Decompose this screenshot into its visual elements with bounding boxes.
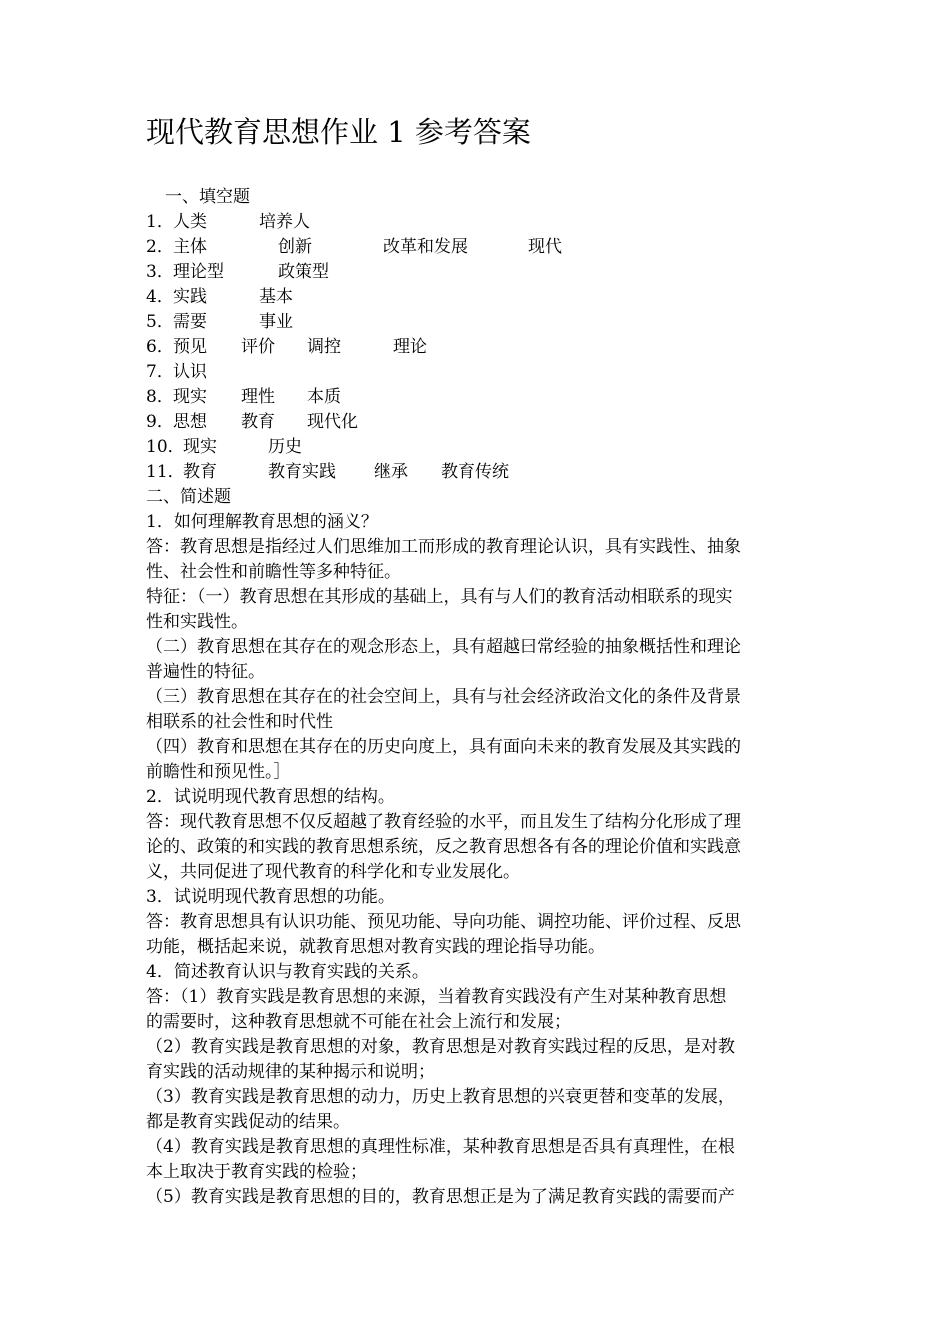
answer-number: 2．	[146, 237, 174, 257]
answer-line: （4）教育实践是教育思想的真理性标准，某种教育思想是否具有真理性，在根	[146, 1137, 735, 1157]
answer-line: 论的、政策的和实践的教育思想系统，反之教育思想各有各的理论价值和实践意	[146, 837, 741, 857]
answer-number: 4．	[146, 287, 174, 307]
question: 1．如何理解教育思想的涵义？	[146, 512, 378, 532]
answer-item: 理性	[241, 387, 275, 407]
answer-line: 答：教育思想是指经过人们思维加工而形成的教育理论认识，具有实践性、抽象	[146, 537, 741, 557]
answer-item: 现代化	[307, 412, 358, 432]
answer-number: 8．	[146, 387, 174, 407]
answer-item: 调控	[307, 337, 341, 357]
answer-line: 育实践的活动规律的某种揭示和说明；	[146, 1062, 435, 1082]
answer-line: （三）教育思想在其存在的社会空间上，具有与社会经济政治文化的条件及背景	[146, 687, 741, 707]
answer-item: 创新	[278, 237, 312, 257]
answer-line: 本上取决于教育实践的检验；	[146, 1162, 367, 1182]
answer-line: 功能，概括起来说，就教育思想对教育实践的理论指导功能。	[146, 937, 605, 957]
answer-item: 历史	[268, 437, 302, 457]
answer-line: 的需要时，这种教育思想就不可能在社会上流行和发展；	[146, 1012, 571, 1032]
answer-item: 主体	[173, 237, 207, 257]
answer-item: 事业	[259, 312, 293, 332]
fill-answer-row	[146, 360, 846, 385]
answer-item: 教育传统	[441, 462, 509, 482]
fill-answer-row	[146, 385, 846, 410]
answer-number: 11．	[146, 462, 185, 482]
answer-item: 教育	[241, 412, 275, 432]
answer-item: 现实	[183, 437, 217, 457]
answer-item: 评价	[241, 337, 275, 357]
answer-line: （3）教育实践是教育思想的动力，历史上教育思想的兴衰更替和变革的发展，	[146, 1087, 735, 1107]
answer-item: 政策型	[278, 262, 329, 282]
answer-item: 继承	[374, 462, 408, 482]
fill-answer-row	[146, 285, 846, 310]
answer-number: 3．	[146, 262, 174, 282]
answer-line: 相联系的社会性和时代性	[146, 712, 333, 732]
answer-line: 义，共同促进了现代教育的科学化和专业发展化。	[146, 862, 520, 882]
answer-line: （二）教育思想在其存在的观念形态上，具有超越曰常经验的抽象概括性和理论	[146, 637, 741, 657]
answer-number: 9．	[146, 412, 174, 432]
answer-number: 5．	[146, 312, 174, 332]
answer-line: （5）教育实践是教育思想的目的，教育思想正是为了满足教育实践的需要而产	[146, 1187, 735, 1207]
question: 3．试说明现代教育思想的功能。	[146, 887, 395, 907]
fill-answer-row	[146, 260, 846, 285]
answer-line: （2）教育实践是教育思想的对象，教育思想是对教育实践过程的反思，是对教	[146, 1037, 735, 1057]
answer-item: 基本	[259, 287, 293, 307]
answer-item: 教育实践	[268, 462, 336, 482]
answer-item: 人类	[173, 212, 207, 232]
answer-line: 前瞻性和预见性。］	[146, 762, 291, 782]
answer-item: 理论	[393, 337, 427, 357]
answer-item: 思想	[173, 412, 207, 432]
section-heading-fill-blank: 一、填空题	[165, 187, 250, 207]
answer-item: 教育	[183, 462, 217, 482]
answer-number: 1．	[146, 212, 174, 232]
answer-item: 认识	[173, 362, 207, 382]
answer-line: 特征：（一）教育思想在其形成的基础上，具有与人们的教育活动相联系的现实	[146, 587, 733, 607]
answer-line: 都是教育实践促动的结果。	[146, 1112, 350, 1132]
answer-item: 实践	[173, 287, 207, 307]
answer-item: 现代	[528, 237, 562, 257]
page-title: 现代教育思想作业 1 参考答案	[146, 115, 531, 149]
answer-line: 性、社会性和前瞻性等多种特征。	[146, 562, 401, 582]
fill-answer-row	[146, 210, 846, 235]
answer-item: 本质	[307, 387, 341, 407]
answer-item: 需要	[173, 312, 207, 332]
answer-line: 答：（1）教育实践是教育思想的来源，当着教育实践没有产生对某种教育思想	[146, 987, 727, 1007]
answer-item: 预见	[173, 337, 207, 357]
answer-line: （四）教育和思想在其存在的历史向度上，具有面向未来的教育发展及其实践的	[146, 737, 741, 757]
answer-item: 理论型	[173, 262, 224, 282]
answer-line: 性和实践性。	[146, 612, 248, 632]
fill-answer-row	[146, 410, 846, 435]
fill-answer-row	[146, 335, 846, 360]
fill-answer-row	[146, 460, 846, 485]
answer-item: 现实	[173, 387, 207, 407]
answer-line: 答：教育思想具有认识功能、预见功能、导向功能、调控功能、评价过程、反思	[146, 912, 741, 932]
answer-number: 7．	[146, 362, 174, 382]
answer-number: 10．	[146, 437, 185, 457]
fill-answer-row	[146, 310, 846, 335]
answer-line: 普遍性的特征。	[146, 662, 265, 682]
question: 2．试说明现代教育思想的结构。	[146, 787, 395, 807]
answer-line: 答：现代教育思想不仅反超越了教育经验的水平，而且发生了结构分化形成了理	[146, 812, 741, 832]
question: 4．简述教育认识与教育实践的关系。	[146, 962, 429, 982]
fill-answer-row	[146, 235, 846, 260]
answer-item: 改革和发展	[383, 237, 468, 257]
answer-number: 6．	[146, 337, 174, 357]
fill-answer-row	[146, 435, 846, 460]
answer-item: 培养人	[259, 212, 310, 232]
section-heading-short-answer: 二、简述题	[146, 487, 231, 507]
